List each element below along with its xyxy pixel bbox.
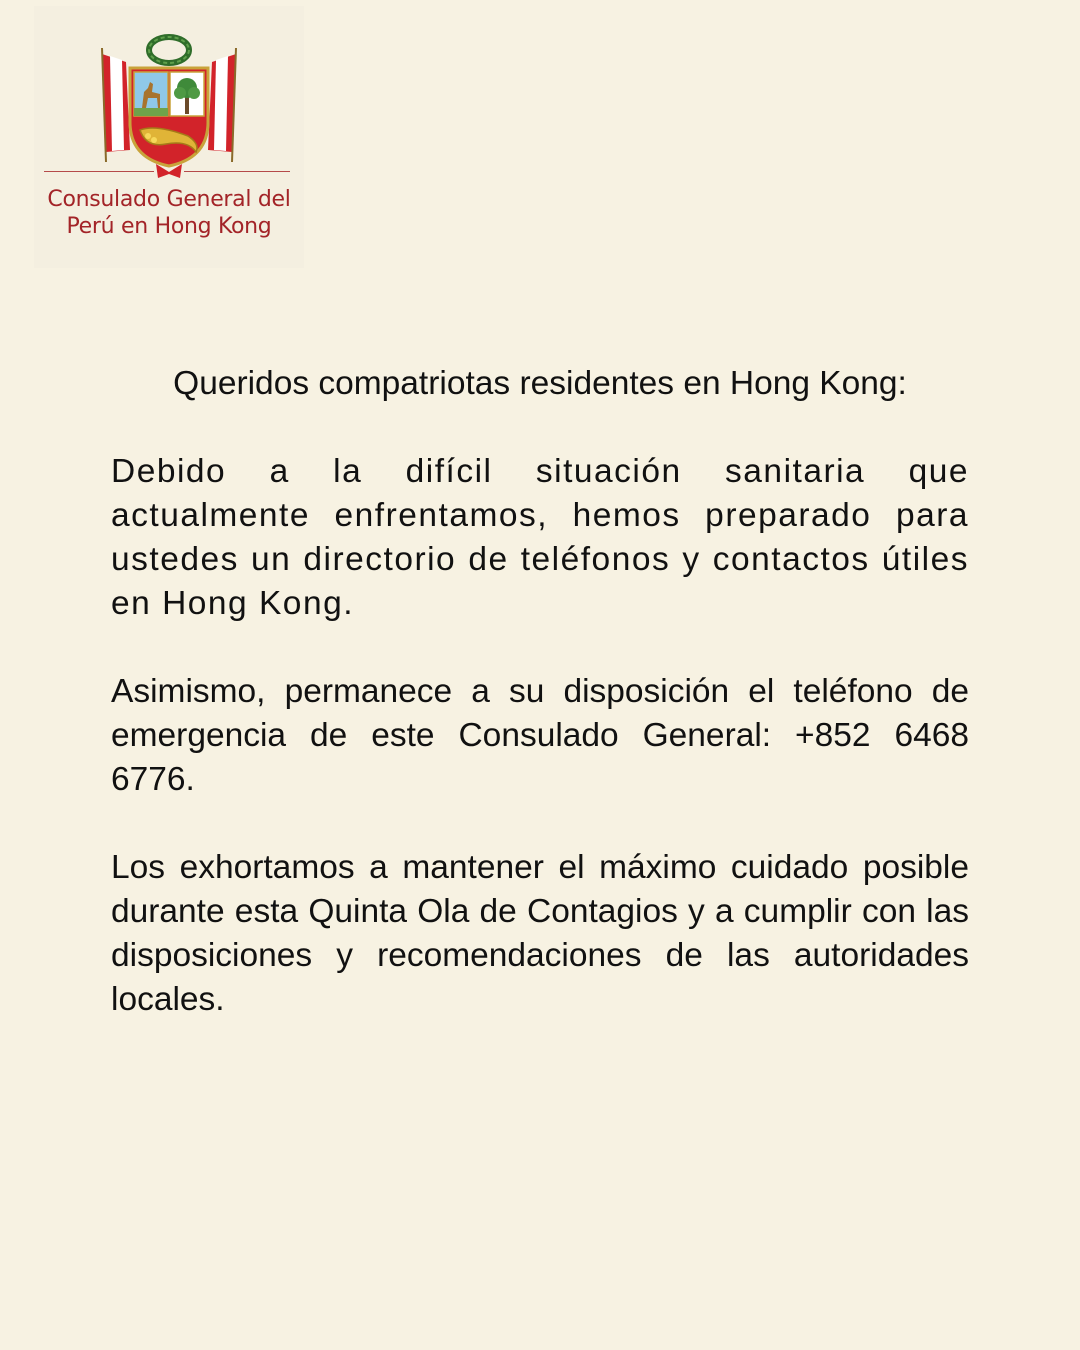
paragraph-directory: Debido a la difícil situación sanitaria que actualmente enfrentamos, hemos preparado para ustedes un directorio de teléfonos y contactos útiles en Hong Kong. — [111, 453, 969, 622]
paragraph-recommendations: Los exhortamos a mantener el máximo cuidado posible durante esta Quinta Ola de Contagios y a cumplir con las disposiciones y recomendaciones de las autoridades locales. — [111, 849, 969, 1018]
consulate-logo — [34, 6, 304, 268]
logo-divider-right — [184, 171, 290, 172]
logo-line-2: Perú en Hong Kong — [66, 214, 272, 239]
logo-line-1: Consulado General del — [47, 187, 291, 212]
logo-text — [34, 186, 304, 240]
peru-coat-of-arms-icon — [96, 32, 242, 182]
letter-body — [111, 362, 969, 1066]
logo-divider-left — [44, 171, 154, 172]
paragraph-emergency-phone: Asimismo, permanece a su disposición el teléfono de emergencia de este Consulado General: +852 6468 6776. — [111, 673, 969, 798]
greeting: Queridos compatriotas residentes en Hong Kong: — [173, 365, 907, 402]
